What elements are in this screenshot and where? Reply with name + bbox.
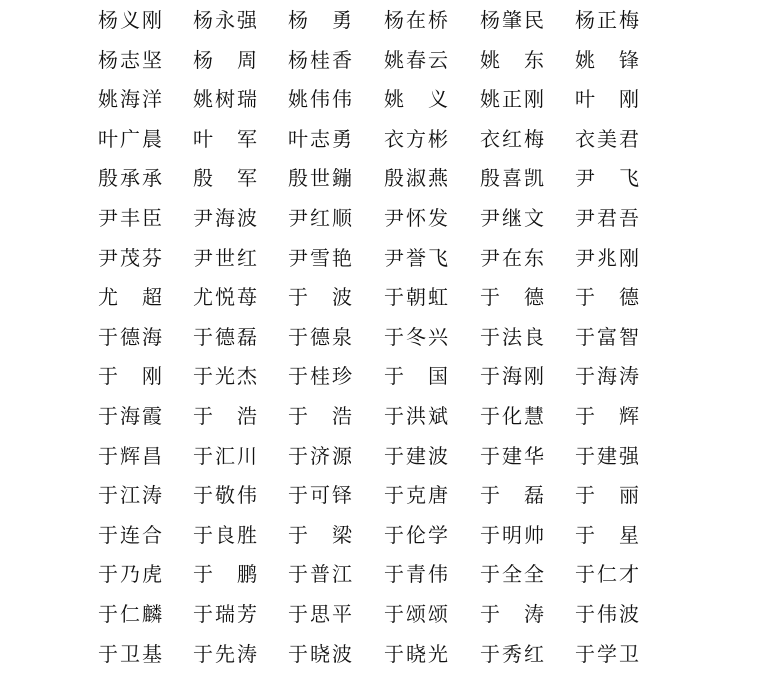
- name-entry: 叶 志 勇: [288, 126, 352, 151]
- name-entry: 于 济 源: [288, 443, 352, 468]
- name-entry: 尹 飞: [575, 166, 639, 191]
- name-entry: 叶 刚: [575, 87, 639, 112]
- name-entry: 于 晓 波: [288, 641, 352, 666]
- name-entry: 于 辉 昌: [98, 443, 162, 468]
- name-entry: 于 仁 麟: [98, 602, 162, 626]
- name-entry: 于 青 伟: [384, 562, 448, 587]
- name-entry: 于 洪 斌: [384, 404, 448, 428]
- name-entry: 于 化 慧: [480, 404, 544, 428]
- name-entry: 于 刚: [98, 364, 162, 389]
- name-entry: 于 德 海: [98, 324, 162, 349]
- name-entry: 于 浩: [288, 404, 352, 428]
- name-entry: 姚 义: [384, 87, 448, 112]
- name-entry: 于 梁: [288, 522, 352, 547]
- name-entry: 姚 树 瑞: [193, 87, 257, 112]
- name-entry: 于 连 合: [98, 522, 162, 547]
- name-entry: 于 海 刚: [480, 364, 544, 389]
- name-entry: 杨 志 坚: [98, 47, 162, 72]
- name-entry: 于 瑞 芳: [193, 602, 257, 626]
- name-entry: 于 克 唐: [384, 483, 448, 508]
- name-entry: 尹 丰 臣: [98, 206, 162, 230]
- name-row: [0, 594, 781, 634]
- name-entry: 杨 勇: [288, 8, 352, 32]
- name-entry: 殷 淑 燕: [384, 166, 448, 191]
- name-entry: 叶 军: [193, 126, 257, 151]
- name-entry: 姚 海 洋: [98, 87, 162, 112]
- name-row: [0, 238, 781, 278]
- name-entry: 于 伟 波: [575, 602, 639, 626]
- name-entry: 于 明 帅: [480, 522, 544, 547]
- name-entry: 尤 超: [98, 285, 162, 310]
- name-entry: 殷 喜 凯: [480, 166, 544, 191]
- name-entry: 尹 世 红: [193, 245, 257, 270]
- name-entry: 于 桂 珍: [288, 364, 352, 389]
- name-entry: 叶 广 晨: [98, 126, 162, 151]
- name-entry: 于 海 霞: [98, 404, 162, 428]
- name-entry: 于 建 强: [575, 443, 639, 468]
- name-entry: 姚 正 刚: [480, 87, 544, 112]
- name-entry: 尹 誉 飞: [384, 245, 448, 270]
- name-entry: 于 仁 才: [575, 562, 639, 587]
- name-row: [0, 317, 781, 357]
- name-entry: 于 海 涛: [575, 364, 639, 389]
- name-entry: 于 光 杰: [193, 364, 257, 389]
- name-entry: 于 冬 兴: [384, 324, 448, 349]
- name-entry: 殷 军: [193, 166, 257, 191]
- name-entry: 衣 美 君: [575, 126, 639, 151]
- name-entry: 尹 兆 刚: [575, 245, 639, 270]
- name-entry: 姚 东: [480, 47, 544, 72]
- name-entry: 尹 君 吾: [575, 206, 639, 230]
- name-entry: 尹 继 文: [480, 206, 544, 230]
- name-entry: 于 乃 虎: [98, 562, 162, 587]
- name-entry: 尤 悦 苺: [193, 285, 257, 310]
- name-entry: 杨 肇 民: [480, 8, 544, 32]
- name-entry: 于 德: [480, 285, 544, 310]
- name-entry: 杨 永 强: [193, 8, 257, 32]
- name-row: [0, 79, 781, 119]
- name-entry: 于 磊: [480, 483, 544, 508]
- name-entry: 杨 在 桥: [384, 8, 448, 32]
- name-row: [0, 356, 781, 396]
- name-entry: 殷 世 鏰: [288, 166, 352, 191]
- name-row: [0, 396, 781, 436]
- name-row: [0, 40, 781, 80]
- name-entry: 于 晓 光: [384, 641, 448, 666]
- name-entry: 衣 红 梅: [480, 126, 544, 151]
- name-entry: 于 浩: [193, 404, 257, 428]
- name-entry: 于 鹏: [193, 562, 257, 587]
- name-row: [0, 0, 781, 40]
- name-entry: 于 颂 颂: [384, 602, 448, 626]
- name-entry: 于 先 涛: [193, 641, 257, 666]
- name-entry: 尹 茂 芬: [98, 245, 162, 270]
- name-entry: 于 汇 川: [193, 443, 257, 468]
- name-entry: 于 秀 红: [480, 641, 544, 666]
- name-entry: 姚 伟 伟: [288, 87, 352, 112]
- name-row: [0, 198, 781, 238]
- name-row: [0, 475, 781, 515]
- name-entry: 于 波: [288, 285, 352, 310]
- name-entry: 于 辉: [575, 404, 639, 428]
- name-entry: 尹 海 波: [193, 206, 257, 230]
- name-entry: 于 普 江: [288, 562, 352, 587]
- name-entry: 于 敬 伟: [193, 483, 257, 508]
- name-entry: 于 国: [384, 364, 448, 389]
- name-entry: 于 建 华: [480, 443, 544, 468]
- name-entry: 于 德: [575, 285, 639, 310]
- name-entry: 姚 春 云: [384, 47, 448, 72]
- name-entry: 于 星: [575, 522, 639, 547]
- name-entry: 于 卫 基: [98, 641, 162, 666]
- name-entry: 于 丽: [575, 483, 639, 508]
- name-row: [0, 634, 781, 674]
- name-row: [0, 515, 781, 555]
- name-entry: 于 可 铎: [288, 483, 352, 508]
- name-entry: 于 伦 学: [384, 522, 448, 547]
- name-entry: 于 德 泉: [288, 324, 352, 349]
- name-entry: 姚 锋: [575, 47, 639, 72]
- name-entry: 于 法 良: [480, 324, 544, 349]
- name-entry: 杨 周: [193, 47, 257, 72]
- name-row: [0, 554, 781, 594]
- name-entry: 杨 桂 香: [288, 47, 352, 72]
- name-entry: 于 朝 虹: [384, 285, 448, 310]
- name-entry: 于 建 波: [384, 443, 448, 468]
- name-entry: 于 涛: [480, 602, 544, 626]
- name-entry: 尹 雪 艳: [288, 245, 352, 270]
- name-entry: 杨 义 刚: [98, 8, 162, 32]
- name-entry: 于 全 全: [480, 562, 544, 587]
- name-entry: 衣 方 彬: [384, 126, 448, 151]
- name-entry: 于 富 智: [575, 324, 639, 349]
- name-row: [0, 436, 781, 476]
- name-entry: 殷 承 承: [98, 166, 162, 191]
- name-row: [0, 277, 781, 317]
- name-entry: 尹 怀 发: [384, 206, 448, 230]
- name-entry: 于 思 平: [288, 602, 352, 626]
- name-entry: 杨 正 梅: [575, 8, 639, 32]
- name-entry: 于 德 磊: [193, 324, 257, 349]
- name-entry: 于 江 涛: [98, 483, 162, 508]
- name-entry: 于 学 卫: [575, 641, 639, 666]
- name-row: [0, 158, 781, 198]
- name-entry: 尹 红 顺: [288, 206, 352, 230]
- name-entry: 于 良 胜: [193, 522, 257, 547]
- name-entry: 尹 在 东: [480, 245, 544, 270]
- name-row: [0, 119, 781, 159]
